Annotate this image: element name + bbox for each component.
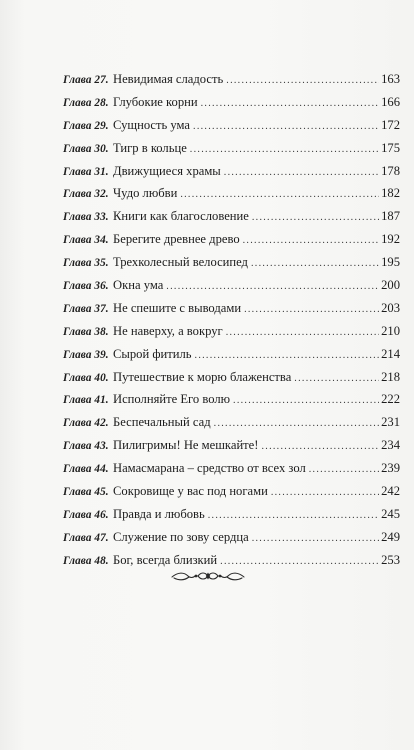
toc-entry [63,346,400,369]
toc-entry [63,231,400,254]
dot-leader [190,142,379,158]
toc-entry [63,506,400,529]
dot-leader [201,96,380,112]
chapter-title: Чудо любви [113,186,178,201]
dot-leader [244,302,379,318]
chapter-number: Глава 39. [63,348,109,361]
page-number: 200 [381,278,400,293]
page-number: 178 [381,163,400,178]
chapter-number: Глава 29. [63,119,109,132]
chapter-number: Глава 33. [63,211,109,224]
chapter-title: Путешествие к морю блаженства [113,369,292,384]
toc-entry [63,94,400,117]
toc-entry [63,369,400,392]
toc-entry [63,414,400,437]
chapter-title: Не спешите с выводами [113,300,242,315]
chapter-title: Сырой фитиль [113,346,192,361]
page-number: 192 [381,232,400,247]
chapter-title: Невидимая сладость [113,72,224,86]
dot-leader [226,73,379,89]
page-number: 187 [381,209,400,224]
dot-leader [233,393,379,409]
chapter-number: Глава 45. [63,486,109,499]
decorative-flourish-icon [170,568,246,584]
chapter-number: Глава 46. [63,508,109,521]
page-number: 242 [381,484,400,499]
toc-entry [63,460,400,483]
page-number: 203 [381,300,400,315]
dot-leader [180,187,379,203]
chapter-title: Окна ума [113,278,164,293]
page-number: 214 [381,346,400,361]
chapter-title: Тигр в кольце [113,140,187,155]
chapter-title: Исполняйте Его волю [113,392,231,407]
chapter-title: Правда и любовь [113,506,205,521]
chapter-title: Беспечальный сад [113,415,211,430]
toc-entry [63,71,400,94]
dot-leader [261,439,379,455]
toc-entry [63,208,400,231]
dot-leader [224,165,379,181]
page-number: 222 [381,392,400,407]
chapter-title: Сокровище у вас под ногами [113,484,268,499]
dot-leader [252,210,379,226]
chapter-title: Книги как благословение [113,209,249,224]
dot-leader [309,462,379,478]
page-number: 239 [381,461,400,476]
page-number: 245 [381,506,400,521]
chapter-title: Служение по зову сердца [113,529,249,544]
chapter-number: Глава 44. [63,463,109,476]
page-number: 172 [381,117,400,132]
toc-entry [63,391,400,414]
dot-leader [166,279,379,295]
chapter-number: Глава 31. [63,165,109,178]
chapter-title: Берегите древнее древо [113,232,240,247]
page-number: 182 [381,186,400,201]
page-number: 231 [381,415,400,430]
toc-entry [63,323,400,346]
dot-leader [294,371,379,387]
chapter-number: Глава 32. [63,188,109,201]
table-of-contents [63,71,400,575]
chapter-number: Глава 34. [63,234,109,247]
chapter-number: Глава 41. [63,394,109,407]
dot-leader [271,485,379,501]
toc-entry [63,140,400,163]
chapter-title: Не наверху, а вокруг [113,323,223,338]
chapter-title: Глубокие корни [113,94,198,109]
chapter-number: Глава 40. [63,371,109,384]
dot-leader [208,508,379,524]
chapter-title: Бог, всегда близкий [113,552,218,567]
chapter-number: Глава 43. [63,440,109,453]
toc-entry [63,300,400,323]
chapter-number: Глава 28. [63,96,109,109]
page-number: 249 [381,529,400,544]
dot-leader [252,531,379,547]
dot-leader [193,119,379,135]
chapter-title: Трехколесный велосипед [113,255,248,270]
page-number: 234 [381,438,400,453]
chapter-number: Глава 35. [63,257,109,270]
chapter-title: Движущиеся храмы [113,163,221,178]
page-number: 210 [381,323,400,338]
dot-leader [195,348,380,364]
toc-entry [63,163,400,186]
toc-entry [63,185,400,208]
dot-leader [214,416,379,432]
chapter-title: Сущность ума [113,117,191,132]
page-number: 195 [381,255,400,270]
chapter-number: Глава 27. [63,74,109,86]
chapter-number: Глава 48. [63,554,109,567]
chapter-number: Глава 36. [63,280,109,293]
chapter-title: Намасмарана – средство от всех зол [113,461,306,476]
chapter-title: Пилигримы! Не мешкайте! [113,438,259,453]
dot-leader [243,233,379,249]
page-number: 175 [381,140,400,155]
toc-entry [63,117,400,140]
chapter-number: Глава 42. [63,417,109,430]
dot-leader [226,325,379,341]
page-number: 163 [381,72,400,86]
toc-entry [63,277,400,300]
chapter-number: Глава 37. [63,302,109,315]
page-number: 253 [381,552,400,567]
toc-entry [63,254,400,277]
chapter-number: Глава 47. [63,531,109,544]
dot-leader [251,256,379,272]
page-number: 218 [381,369,400,384]
toc-entry [63,437,400,460]
chapter-number: Глава 38. [63,325,109,338]
toc-entry [63,483,400,506]
toc-entry [63,529,400,552]
page-number: 166 [381,94,400,109]
chapter-number: Глава 30. [63,142,109,155]
